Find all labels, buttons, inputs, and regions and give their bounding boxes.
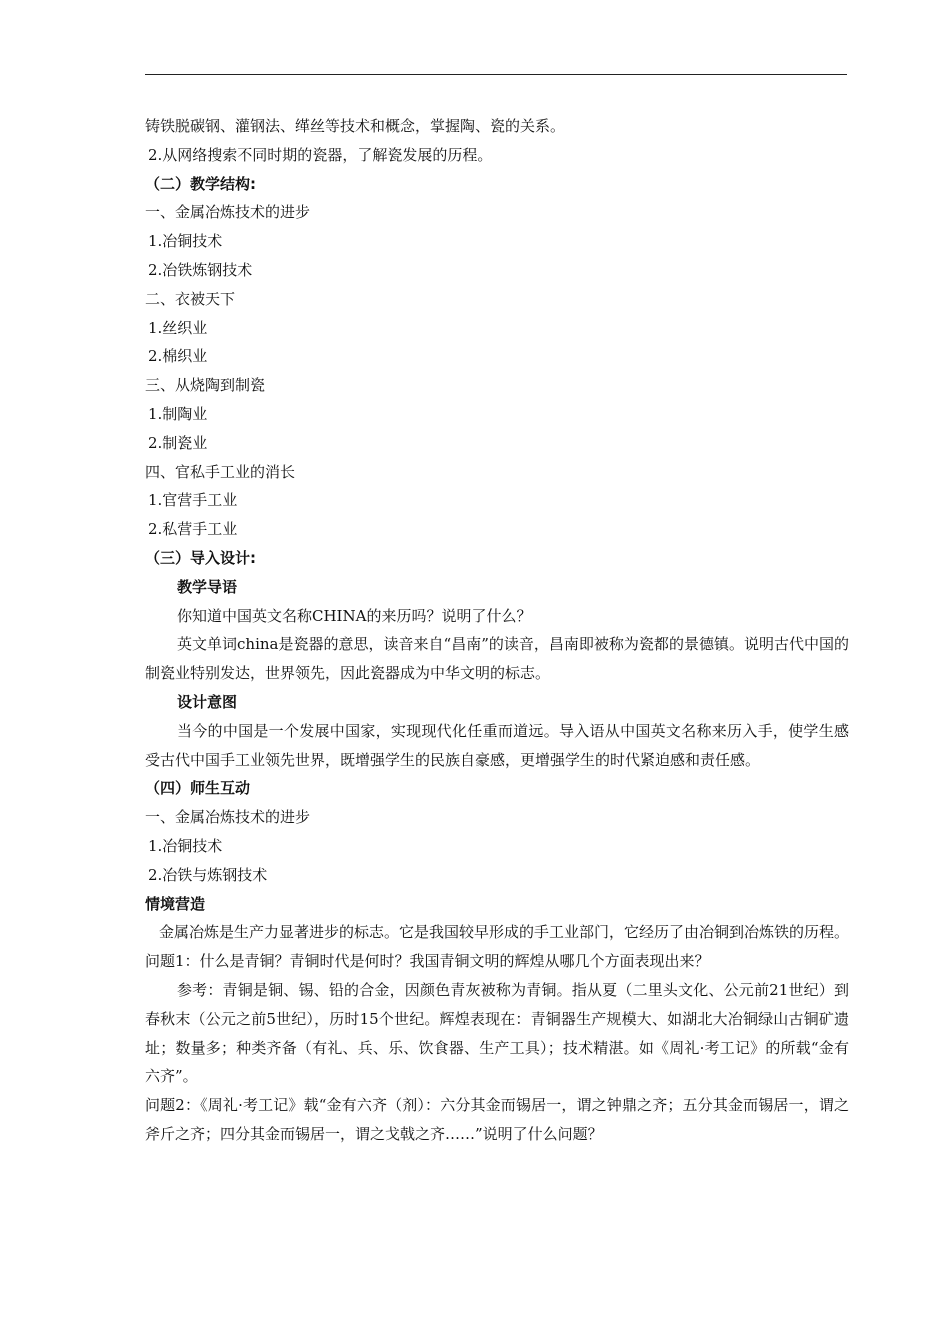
outline-item: 1.冶铜技术 xyxy=(148,836,223,855)
outline-heading: 三、从烧陶到制瓷 xyxy=(145,376,266,395)
sub-heading: 教学导语 xyxy=(177,577,238,596)
paragraph: 当今的中国是一个发展中国家，实现现代化任重而道远。导入语从中国英文名称来历入手，使学生感受古代中国手工业领先世界，既增强学生的民族自豪感，更增强学生的时代紧迫感和责任感。 xyxy=(145,721,849,769)
sub-heading: 情境营造 xyxy=(145,894,206,913)
text-line: 铸铁脱碳钢、灌钢法、缂丝等技术和概念，掌握陶、瓷的关系。 xyxy=(145,117,566,135)
outline-item: 1.冶铜技术 xyxy=(148,232,223,251)
outline-item: 1.官营手工业 xyxy=(148,491,238,510)
question: 问题1：什么是青铜？青铜时代是何时？我国青铜文明的辉煌从哪几个方面表现出来？ xyxy=(145,952,710,971)
paragraph: 英文单词china是瓷器的意思，读音来自“昌南”的读音，昌南即被称为瓷都的景德镇。说明古代中国的制瓷业特别发达，世界领先，因此瓷器成为中华文明的标志。 xyxy=(145,635,849,683)
outline-heading: 一、金属冶炼技术的进步 xyxy=(145,203,311,222)
outline-item: 2.棉织业 xyxy=(148,347,208,366)
header-rule xyxy=(145,74,847,75)
document-body xyxy=(145,112,849,1149)
outline-item: 2.私营手工业 xyxy=(148,520,238,539)
outline-heading: 一、金属冶炼技术的进步 xyxy=(145,808,311,827)
question: 问题2：《周礼·考工记》载“金有六齐（剂）：六分其金而锡居一，谓之钟鼎之齐；五分其金而锡居一，谓之斧斤之齐；四分其金而锡居一，谓之戈戟之齐……”说明了什么问题？ xyxy=(145,1096,849,1143)
outline-item: 2.冶铁与炼钢技术 xyxy=(148,865,268,884)
section-heading: （二）教学结构: xyxy=(145,174,256,193)
outline-item: 1.制陶业 xyxy=(148,404,208,423)
outline-heading: 四、官私手工业的消长 xyxy=(145,462,296,481)
text-line: 2.从网络搜索不同时期的瓷器，了解瓷发展的历程。 xyxy=(148,145,493,164)
outline-item: 2.冶铁炼钢技术 xyxy=(148,260,253,279)
paragraph: 金属冶炼是生产力显著进步的标志。它是我国较早形成的手工业部门，它经历了由冶铜到冶炼铁的历程。 xyxy=(159,923,850,942)
outline-heading: 二、衣被天下 xyxy=(145,289,236,308)
section-heading: （四）师生互动 xyxy=(145,779,251,798)
sub-heading: 设计意图 xyxy=(177,692,238,711)
outline-item: 2.制瓷业 xyxy=(148,433,208,452)
outline-item: 1.丝织业 xyxy=(148,318,208,337)
section-heading: （三）导入设计: xyxy=(145,548,256,567)
paragraph: 你知道中国英文名称CHINA的来历吗？说明了什么？ xyxy=(177,606,532,625)
paragraph: 参考：青铜是铜、锡、铅的合金，因颜色青灰被称为青铜。指从夏（二里头文化、公元前21世纪）到春秋末（公元之前5世纪），历时15个世纪。辉煌表现在：青铜器生产规模大、如湖北大冶铜绿山古铜矿遗址；数量多；种类齐备（有礼、兵、乐、饮食器、生产工具）；技术精湛。如《周礼·考工记》的所载“金有六齐”。 xyxy=(145,980,849,1086)
